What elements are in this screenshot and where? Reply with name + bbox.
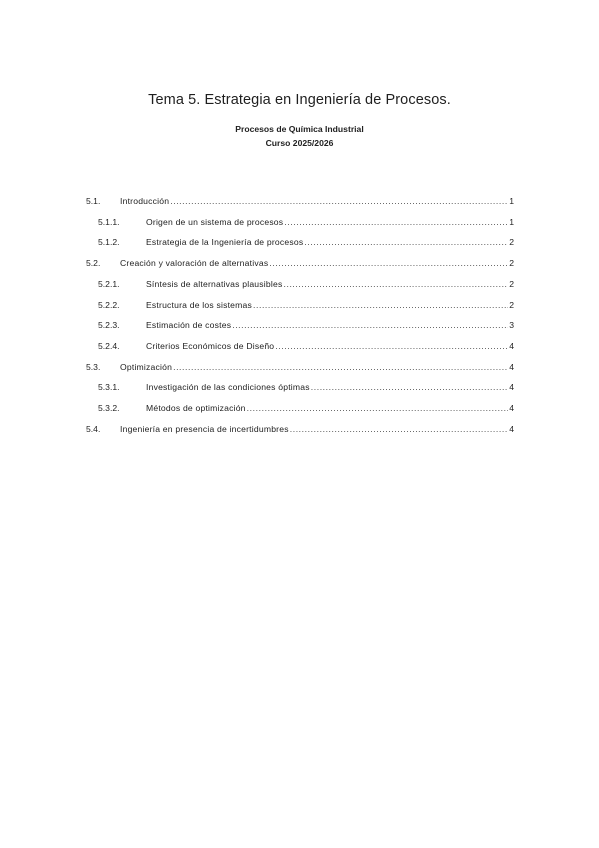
toc-leader-dots xyxy=(283,279,508,289)
toc-entry-label: Investigación de las condiciones óptimas xyxy=(146,382,310,393)
toc-entry-label: Estrategia de la Ingeniería de procesos xyxy=(146,237,304,248)
toc-entry-label: Origen de un sistema de procesos xyxy=(146,216,284,227)
toc-leader-dots xyxy=(269,258,508,268)
toc-entry-page: 4 xyxy=(509,382,514,393)
toc-entry-label: Introducción xyxy=(120,196,170,206)
toc-leader-dots xyxy=(304,237,508,247)
toc-entry[interactable] xyxy=(0,217,514,231)
toc-entry-page: 4 xyxy=(509,340,514,351)
toc-entry-page: 2 xyxy=(509,278,514,289)
toc-leader-dots xyxy=(253,300,508,310)
toc-entry-number: 5.3. xyxy=(86,361,101,372)
toc-entry-number: 5.2. xyxy=(86,258,101,269)
toc-entry[interactable] xyxy=(0,237,514,251)
toc-entry-number: 5.1.2. xyxy=(98,237,120,248)
toc-entry-label: Ingeniería en presencia de incertidumbres xyxy=(120,423,289,434)
toc-entry-number: 5.2.2. xyxy=(98,299,120,310)
toc-entry-number: 5.4. xyxy=(86,423,101,434)
toc-entry-page: 3 xyxy=(509,320,514,331)
toc-entry[interactable] xyxy=(0,300,514,314)
toc-entry-page: 4 xyxy=(509,423,514,434)
toc-entry[interactable] xyxy=(0,424,514,438)
toc-entry-page: 2 xyxy=(509,237,514,248)
toc-entry-label: Estructura de los sistemas xyxy=(146,299,252,310)
toc-entry[interactable] xyxy=(0,341,514,355)
toc-leader-dots xyxy=(275,341,508,351)
toc-entry-number: 5.1.1. xyxy=(98,216,120,227)
toc-entry[interactable] xyxy=(0,403,514,417)
toc-entry-number: 5.2.4. xyxy=(98,340,120,351)
toc-entry-number: 5.2.1. xyxy=(98,278,120,289)
toc-entry-label: Creación y valoración de alternativas xyxy=(120,258,269,269)
toc-entry-page: 4 xyxy=(509,361,514,372)
toc-leader-dots xyxy=(247,403,509,413)
toc-entry[interactable] xyxy=(0,279,514,293)
toc-entry-number: 5.3.2. xyxy=(98,403,120,413)
toc-leader-dots xyxy=(290,424,509,434)
toc-entry-label: Criterios Económicos de Diseño xyxy=(146,340,275,351)
toc-entry-label: Estimación de costes xyxy=(146,320,232,331)
toc-entry-number: 5.1. xyxy=(86,196,101,206)
toc-leader-dots xyxy=(284,217,508,227)
toc-entry-label: Optimización xyxy=(120,361,173,372)
toc-entry-page: 4 xyxy=(509,403,514,413)
course-year: Curso 2025/2026 xyxy=(265,138,334,148)
toc-entry-label: Métodos de optimización xyxy=(146,403,246,413)
toc-entry[interactable] xyxy=(0,362,514,376)
toc-entry-page: 1 xyxy=(509,196,514,206)
toc-entry-page: 2 xyxy=(509,258,514,269)
toc-leader-dots xyxy=(311,382,508,392)
toc-entry-page: 1 xyxy=(509,216,514,227)
toc-leader-dots xyxy=(170,196,508,206)
toc-entry-number: 5.2.3. xyxy=(98,320,120,331)
toc-leader-dots xyxy=(173,362,508,372)
toc-entry[interactable] xyxy=(0,196,514,210)
toc-entry-page: 2 xyxy=(509,299,514,310)
toc-entry[interactable] xyxy=(0,320,514,334)
toc-entry[interactable] xyxy=(0,382,514,396)
toc-entry-label: Síntesis de alternativas plausibles xyxy=(146,278,283,289)
toc-entry-number: 5.3.1. xyxy=(98,382,120,393)
toc-leader-dots xyxy=(232,320,508,330)
toc-entry[interactable] xyxy=(0,258,514,272)
course-name: Procesos de Química Industrial xyxy=(235,124,364,134)
document-title: Tema 5. Estrategia en Ingeniería de Procesos. xyxy=(148,92,451,108)
